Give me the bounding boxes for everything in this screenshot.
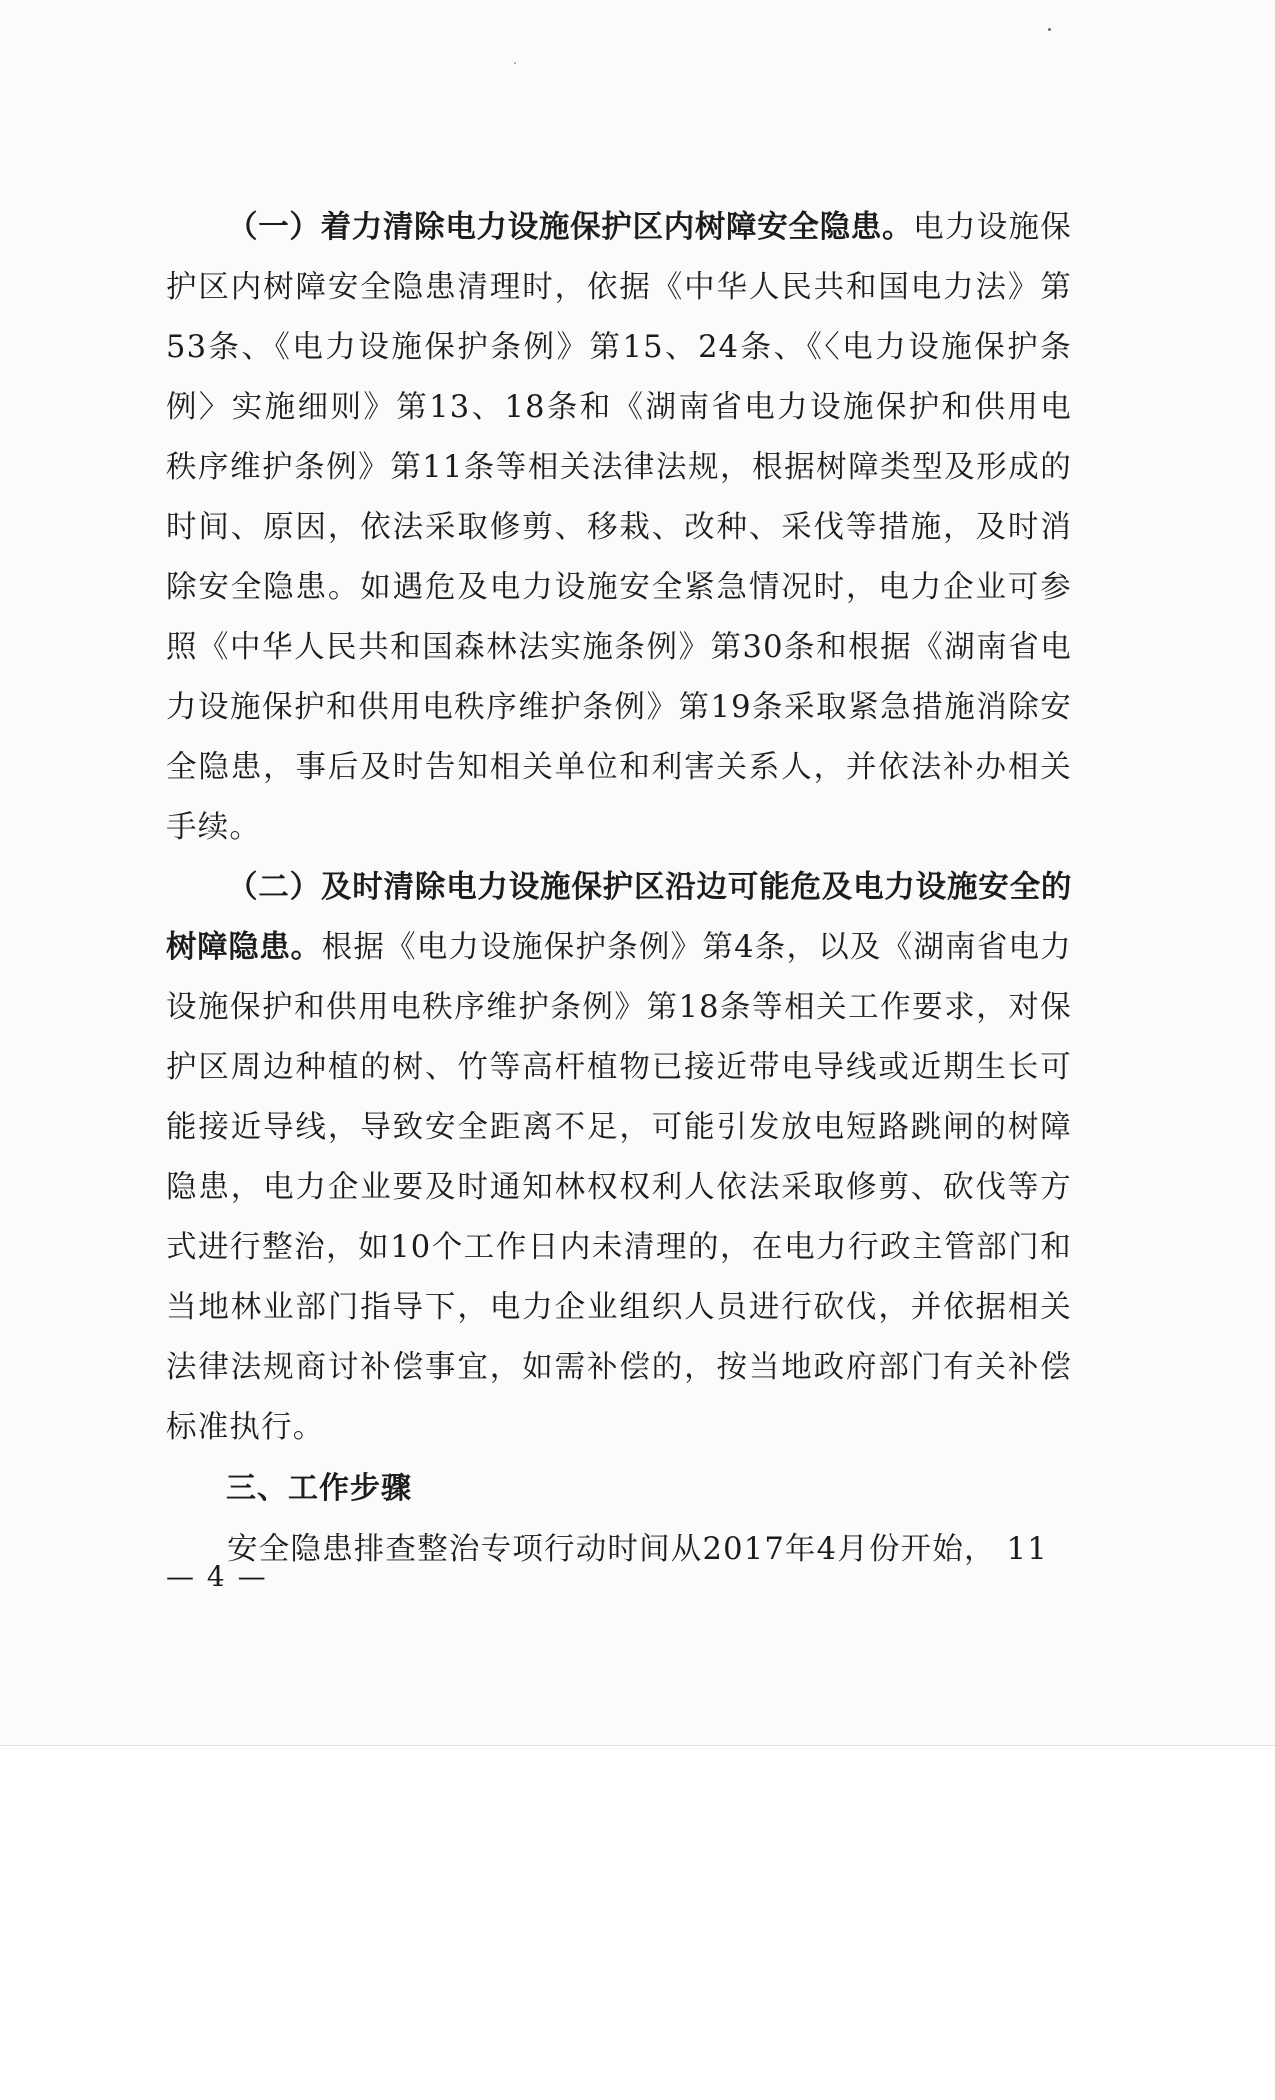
paragraph-work-steps: 安全隐患排查整治专项行动时间从2017年4月份开始， 11 [227, 1532, 1048, 1567]
paragraph-lead-heading: （一）着力清除电力设施保护区内树障安全隐患。 [227, 210, 914, 245]
page-number: — 4 — [166, 1560, 268, 1593]
scan-speck [514, 62, 516, 64]
paragraph-text: 根据《电力设施保护条例》第4条，以及《湖南省电力设施保护和供用电秩序维护条例》第18条等相关工作要求，对保护区周边种植的树、竹等高杆植物已接近带电导线或近期生长可能接近导线，导致安全距离不足，可能引发放电短路跳闸的树障隐患，电力企业要及时通知林权权利人依法采取修剪、砍伐等方式进行整治，如10个工作日内未清理的，在电力行政主管部门和当地林业部门指导下，电力企业组织人员进行砍伐，并依据相关法律法规商讨补偿事宜，如需补偿的，按当地政府部门有关补偿标准执行。 [166, 930, 1072, 1445]
paragraph-tree-clearing-protection-zone [166, 198, 1072, 858]
document-body [166, 198, 1072, 1580]
paragraph-text: 电力设施保护区内树障安全隐患清理时，依据《中华人民共和国电力法》第53条、《电力设施保护条例》第15、24条、《〈电力设施保护条例〉实施细则》第13、18条和《湖南省电力设施保护和供用电秩序维护条例》第11条等相关法律法规，根据树障类型及形成的时间、原因，依法采取修剪、移栽、改种、采伐等措施，及时消除安全隐患。如遇危及电力设施安全紧急情况时，电力企业可参照《中华人民共和国森林法实施条例》第30条和根据《湖南省电力设施保护和供用电秩序维护条例》第19条采取紧急措施消除安全隐患，事后及时告知相关单位和利害关系人，并依法补办相关手续。 [166, 210, 1073, 845]
section-heading: 三、工作步骤 [226, 1471, 412, 1506]
paragraph-lead-heading: （二）及时清除电力设施保护区沿边可能危及电力设施安全的树障隐患。 [166, 870, 1072, 965]
paragraph-tree-clearing-zone-edges [166, 858, 1072, 1458]
scan-speck [1048, 28, 1051, 31]
